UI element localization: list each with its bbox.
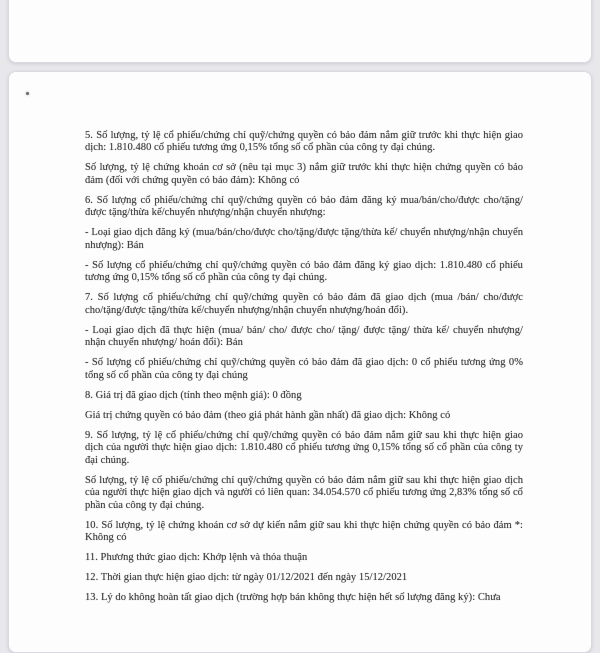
paragraph-item5-underlying: Số lượng, tỷ lệ chứng khoán cơ sở (nêu tại mục 3) nắm giữ trước khi thực hiện chứng quyền có bảo đảm (đối với chứng quyền có bảo đảm): Không có — [85, 162, 523, 186]
paragraph-item6: 6. Số lượng cổ phiếu/chứng chỉ quỹ/chứng quyền có bảo đảm đăng ký mua/bán/cho/được cho/tặng/được tặng/thừa kế/chuyển nhượng/nhận chuyển nhượng: — [85, 194, 523, 218]
paragraph-item8-warrant: Giá trị chứng quyền có bảo đảm (theo giá phát hành gần nhất) đã giao dịch: Không có — [85, 409, 451, 421]
ink-speck — [26, 92, 29, 95]
paragraph-item7-quantity: - Số lượng cổ phiếu/chứng chỉ quỹ/chứng quyền có bảo đảm đã giao dịch: 0 cổ phiếu tương ứng 0% tổng số cổ phần của công ty đại chúng — [85, 357, 523, 381]
paragraph-item9: 9. Số lượng, tỷ lệ cổ phiếu/chứng chỉ quỹ/chứng quyền có bảo đảm nắm giữ sau khi thực hiện giao dịch của người thực hiện giao dịch: 1.810.480 cổ phiếu tương ứng 0,15% tổng số cổ phần của công ty đại chúng. — [85, 429, 523, 466]
paragraph-item13: 13. Lý do không hoàn tất giao dịch (trường hợp bán không thực hiện hết số lượng đăng ký): Chưa — [85, 592, 501, 603]
paragraph-item9-related: Số lượng, tỷ lệ cổ phiếu/chứng chỉ quỹ/chứng quyền có bảo đảm nắm giữ sau khi thực hiện giao dịch của người thực hiện giao dịch và người có liên quan: 34.054.570 cổ phiếu tương ứng 2,83% tổng số cổ phần của công ty đại chúng. — [85, 474, 523, 511]
paragraph-item5: 5. Số lượng, tỷ lệ cổ phiếu/chứng chỉ quỹ/chứng quyền có bảo đảm nắm giữ trước khi thực hiện giao dịch: 1.810.480 cổ phiếu tương ứng 0,15% tổng số cổ phần của công ty đại chúng. — [85, 129, 523, 153]
paragraph-item12: 12. Thời gian thực hiện giao dịch: từ ngày 01/12/2021 đến ngày 15/12/2021 — [85, 572, 408, 583]
paragraph-item6-quantity: - Số lượng cổ phiếu/chứng chỉ quỹ/chứng quyền có bảo đảm đăng ký giao dịch: 1.810.480 cổ phiếu tương ứng 0,15% tổng số cổ phần của công ty đại chúng. — [85, 259, 523, 283]
paragraph-item11: 11. Phương thức giao dịch: Khớp lệnh và thỏa thuận — [85, 552, 308, 563]
document-body — [85, 130, 523, 613]
paragraph-item7-type: - Loại giao dịch đã thực hiện (mua/ bán/ cho/ được cho/ tặng/ được tặng/ thừa kế/ chuyển nhượng/ nhận chuyển nhượng/ hoán đổi): Bán — [85, 324, 523, 348]
paragraph-item10: 10. Số lượng, tỷ lệ chứng khoán cơ sở dự kiến nắm giữ sau khi thực hiện chứng quyền có bảo đảm *: Không có — [85, 519, 523, 543]
paragraph-item6-type: - Loại giao dịch đăng ký (mua/bán/cho/được cho/tặng/được tặng/thừa kế/ chuyển nhượng/nhận chuyển nhượng): Bán — [85, 227, 523, 251]
paragraph-item8: 8. Giá trị đã giao dịch (tính theo mệnh giá): 0 đồng — [85, 389, 302, 401]
document-page-previous — [8, 0, 592, 63]
paragraph-item7: 7. Số lượng cổ phiếu/chứng chỉ quỹ/chứng quyền có bảo đảm đã giao dịch (mua /bán/ cho/được cho/tặng/được tặng/thừa kế/chuyển nhượng/nhận chuyển nhượng/hoán đổi). — [85, 292, 523, 316]
